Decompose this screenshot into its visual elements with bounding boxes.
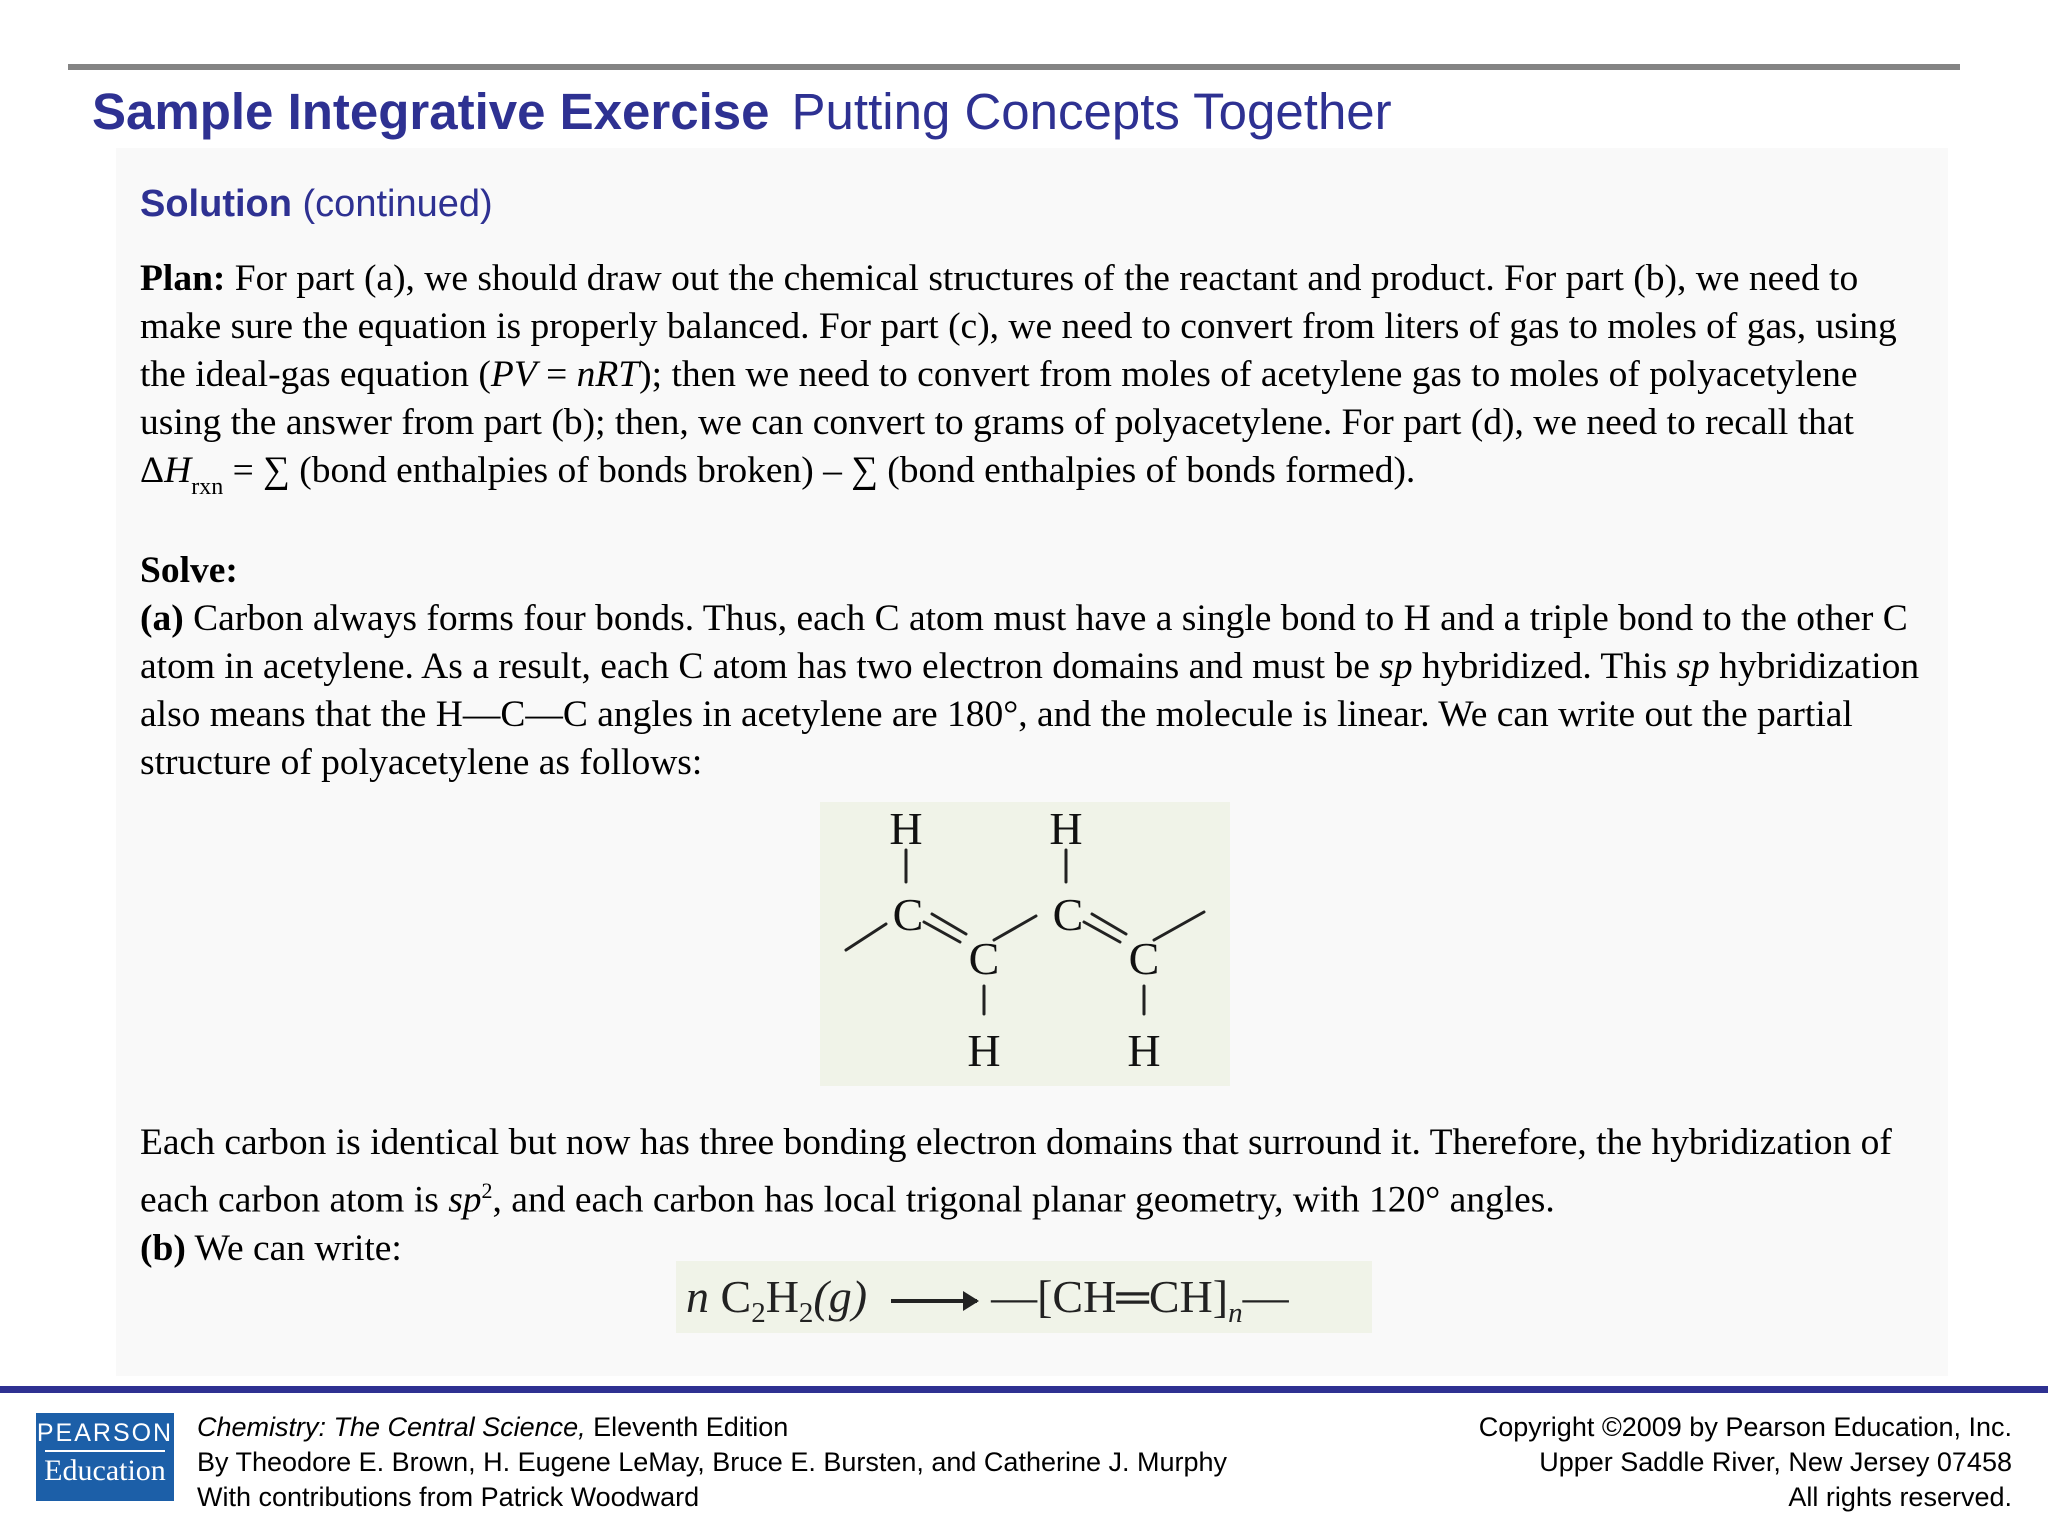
- plan-rxn-subscript: rxn: [191, 474, 224, 500]
- bond-c2-c3: [994, 916, 1036, 940]
- after-text-1: Each carbon is identical but now has three bonding electron domains that surround it. Therefore, the hybridization of each carbon atom is: [140, 1122, 1892, 1221]
- eq-carbon: C: [720, 1271, 752, 1322]
- solution-heading: [140, 183, 493, 226]
- part-a-label: (a): [140, 598, 184, 639]
- double-bond-c3-c4-a: [1084, 922, 1120, 942]
- plan-h: H: [164, 450, 192, 491]
- footer-copyright: [1479, 1410, 2012, 1515]
- eq-tail: —: [1242, 1271, 1289, 1322]
- plan-equals: =: [536, 354, 577, 395]
- double-bond-c1-c2-b: [932, 914, 966, 934]
- eq-carbon-subscript: 2: [751, 1297, 766, 1329]
- part-a-text-1: Carbon always forms four bonds. Thus, each C atom must have a single bond to H and a triple bond to the other C atom in acetylene. As a result, each C atom has two electron domains and must be: [140, 598, 1908, 687]
- plan-text-3: = ∑ (bond enthalpies of bonds broken) – ∑ (bond enthalpies of bonds formed).: [223, 450, 1416, 491]
- solve-label: Solve:: [140, 550, 238, 591]
- solution-label: Solution: [140, 183, 292, 225]
- atom-h2: H: [1049, 803, 1083, 854]
- structure-diagram: [820, 802, 1230, 1086]
- reaction-arrow-icon: [891, 1299, 977, 1303]
- atom-h1: H: [889, 803, 923, 854]
- plan-pv: PV: [490, 354, 537, 395]
- eq-n: n: [686, 1271, 709, 1322]
- footer-rights: All rights reserved.: [1788, 1482, 2012, 1512]
- logo-education-text: Education: [44, 1454, 166, 1487]
- footer-contributions: With contributions from Patrick Woodward: [197, 1482, 700, 1512]
- double-bond-c3-c4-b: [1092, 914, 1126, 934]
- part-a-sp-1: sp: [1379, 646, 1413, 687]
- logo-pearson-text: PEARSON: [36, 1419, 174, 1447]
- sp2-superscript: 2: [481, 1178, 493, 1203]
- plan-text-1: For part (a), we should draw out the chemical structures of the reactant and product. For part (b), we need to make sure the equation is properly balanced. For part (c), we need to convert from liters of gas to moles of gas, using the ideal-gas equation (: [140, 258, 1897, 395]
- plan-text-2: ); then we need to convert from moles of acetylene gas to moles of polyacetylene using the answer from part (b); then, we can convert to grams of polyacetylene. For part (d), we need to recall that Δ: [140, 354, 1858, 491]
- footer-location: Upper Saddle River, New Jersey 07458: [1539, 1447, 2012, 1477]
- part-a-text-2: hybridized. This: [1421, 646, 1677, 687]
- polyacetylene-structure: [820, 802, 1230, 1086]
- part-b-text: We can write:: [194, 1227, 402, 1269]
- atom-c4: C: [1128, 933, 1160, 984]
- footer-edition: Eleventh Edition: [593, 1412, 789, 1442]
- bond-chain-right: [1154, 912, 1204, 940]
- eq-n-subscript: n: [1228, 1297, 1243, 1329]
- eq-hydrogen: H: [765, 1271, 799, 1322]
- eq-hydrogen-subscript: 2: [798, 1297, 814, 1329]
- atom-h3: H: [967, 1025, 1001, 1076]
- bond-chain-left: [846, 924, 886, 950]
- slide-title: [92, 82, 1392, 141]
- atom-c1: C: [892, 889, 924, 940]
- title-bold: Sample Integrative Exercise: [92, 83, 770, 140]
- part-a-text-3: hybridization also means that the H—C—C angles in acetylene are 180°, and the molecule is linear. We can write out the partial structure of polyacetylene as follows:: [140, 646, 1920, 783]
- bottom-rule: [0, 1386, 2048, 1393]
- sp2-base: sp: [448, 1179, 482, 1221]
- part-b-label: (b): [140, 1227, 186, 1269]
- double-bond-c1-c2-a: [924, 922, 960, 942]
- footer-book-title: Chemistry: The Central Science,: [197, 1412, 586, 1442]
- solve-section: [140, 547, 1930, 787]
- eq-gas-state: (g): [813, 1271, 868, 1322]
- after-text-2: , and each carbon has local trigonal planar geometry, with 120° angles.: [492, 1179, 1555, 1221]
- part-a-sp-2: sp: [1676, 646, 1710, 687]
- eq-product: —[CH═CH]: [991, 1271, 1229, 1322]
- footer-citation: [197, 1410, 1227, 1515]
- footer-copyright-line: Copyright ©2009 by Pearson Education, Inc.: [1478, 1412, 2012, 1442]
- atom-c2: C: [968, 933, 1000, 984]
- plan-label: Plan:: [140, 258, 226, 299]
- footer-authors: By Theodore E. Brown, H. Eugene LeMay, Bruce E. Bursten, and Catherine J. Murphy: [197, 1447, 1228, 1477]
- atom-h4: H: [1127, 1025, 1161, 1076]
- hybridization-paragraph: [140, 1119, 1930, 1273]
- atom-c3: C: [1052, 889, 1084, 940]
- plan-nrt: nRT: [576, 354, 640, 395]
- top-rule: [68, 64, 1960, 70]
- logo-divider: [45, 1450, 165, 1452]
- polymerization-equation: [676, 1261, 1372, 1333]
- pearson-logo: [36, 1413, 174, 1501]
- title-subtitle: Putting Concepts Together: [791, 83, 1392, 140]
- solution-continued: (continued): [302, 183, 493, 225]
- plan-paragraph: [140, 255, 1930, 499]
